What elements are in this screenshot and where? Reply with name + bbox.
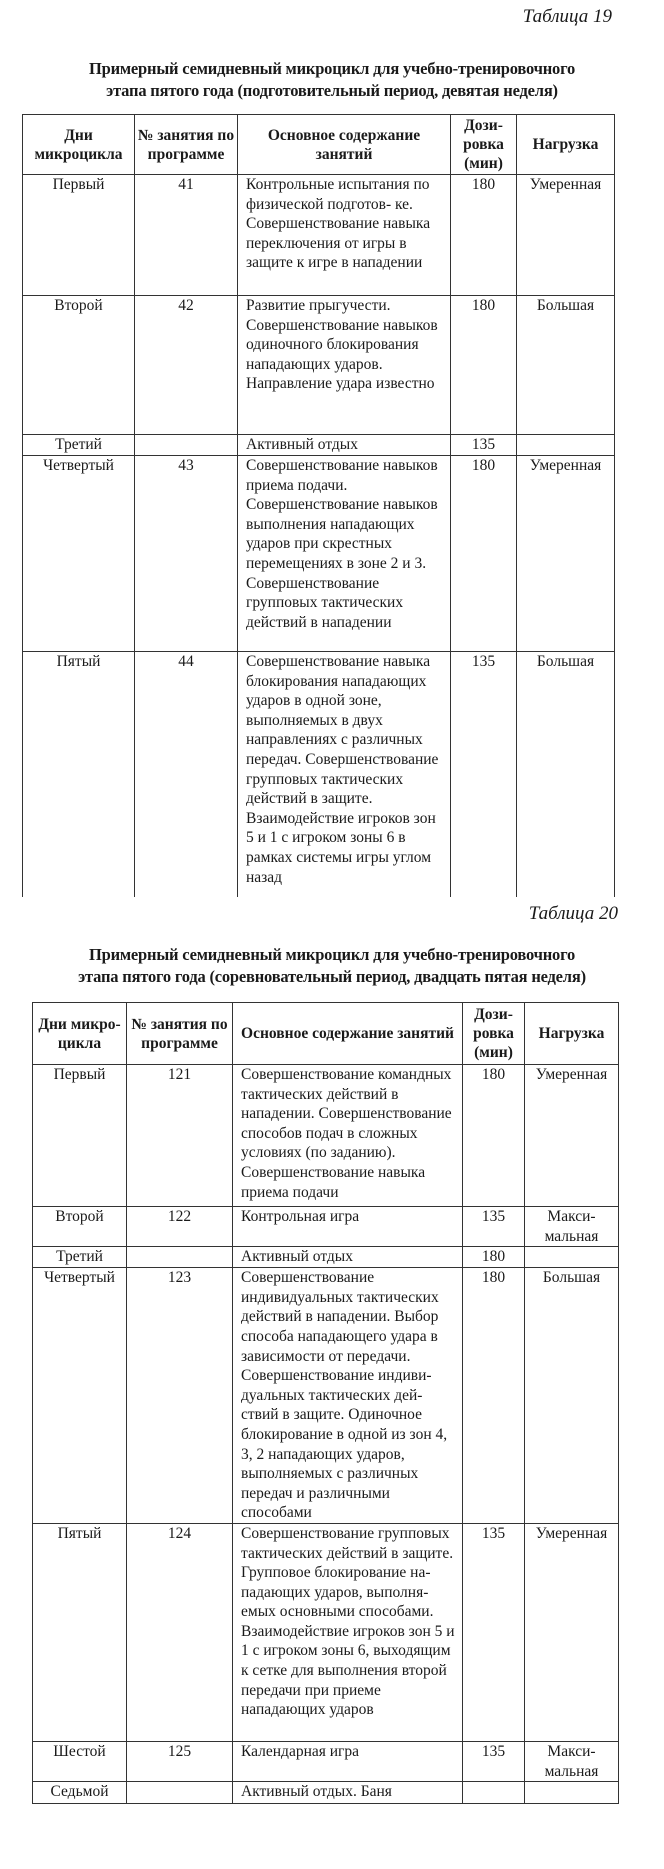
- header-load: Нагрузка: [517, 115, 615, 175]
- header-day: Дни микро- цикла: [33, 1003, 127, 1065]
- table-row: [33, 1268, 619, 1524]
- table-row: [33, 1207, 619, 1247]
- table-row: [33, 1782, 619, 1804]
- table-row: [33, 1523, 619, 1741]
- table-20-caption-line-2: этапа пятого года (соревновательный период, двадцать пятая неделя): [78, 967, 586, 986]
- cell-session-no: 42: [135, 296, 238, 435]
- cell-load: Макси- мальная: [525, 1207, 619, 1247]
- cell-content: Совершенствование групповых тактических действий в защите. Групповое блокирование на- падающих ударов, выполня- емых основными способами. Взаимодействие игроков зон 5 и 1 с игроком зоны 6, выходящим к сетке для выполнения второй передачи при приеме нападающих ударов: [233, 1523, 463, 1741]
- cell-dosage: 180: [463, 1247, 525, 1268]
- cell-day: Четвертый: [33, 1268, 127, 1524]
- cell-load: [525, 1247, 619, 1268]
- cell-load: Большая: [525, 1268, 619, 1524]
- table-20: [32, 1002, 619, 1804]
- cell-content: Календарная игра: [233, 1741, 463, 1781]
- cell-content: Активный отдых: [238, 435, 451, 456]
- cell-load: Умеренная: [517, 456, 615, 652]
- cell-day: Первый: [33, 1065, 127, 1207]
- cell-content: Активный отдых. Баня: [233, 1782, 463, 1804]
- cell-session-no: 121: [127, 1065, 233, 1207]
- table-19-clip: [22, 114, 622, 897]
- cell-day: Второй: [33, 1207, 127, 1247]
- cell-day: Пятый: [33, 1523, 127, 1741]
- table-row: [23, 435, 615, 456]
- cell-session-no: [127, 1247, 233, 1268]
- header-load: Нагрузка: [525, 1003, 619, 1065]
- cell-session-no: 124: [127, 1523, 233, 1741]
- header-session-no: № занятия по программе: [127, 1003, 233, 1065]
- cell-session-no: 122: [127, 1207, 233, 1247]
- table-row: [33, 1247, 619, 1268]
- cell-load: Умеренная: [525, 1523, 619, 1741]
- table-19-caption-line-2: этапа пятого года (подготовительный период, девятая неделя): [106, 81, 558, 100]
- cell-dosage: 180: [451, 175, 517, 296]
- cell-dosage: [463, 1782, 525, 1804]
- table-20-caption-line-1: Примерный семидневный микроцикл для учебно-тренировочного: [88, 945, 576, 964]
- cell-load: Большая: [517, 652, 615, 898]
- table-row: [23, 456, 615, 652]
- cell-session-no: 43: [135, 456, 238, 652]
- table-row: [23, 652, 615, 898]
- header-content: Основное содержание занятий: [233, 1003, 463, 1065]
- cell-load: [517, 435, 615, 456]
- cell-session-no: 41: [135, 175, 238, 296]
- cell-session-no: [135, 435, 238, 456]
- cell-content: Контрольные испытания по физической подготов- ке. Совершенствование навыка переключения от игры в защите к игре в нападении: [238, 175, 451, 296]
- table-19: [22, 114, 615, 897]
- table-19-header-row: [23, 115, 615, 175]
- cell-content: Совершенствование навыка блокирования нападающих ударов в одной зоне, выполняемых в двух направлениях с различных передач. Совершенствование групповых тактических действий в защите. Взаимодействие игроков зон 5 и 1 с игроком зоны 6 в рамках системы игры углом назад: [238, 652, 451, 898]
- cell-dosage: 180: [451, 296, 517, 435]
- cell-session-no: 125: [127, 1741, 233, 1781]
- header-dosage: Дози- ровка (мин): [451, 115, 517, 175]
- cell-content: Совершенствование навыков приема подачи. Совершенствование навыков выполнения нападающих ударов при скрестных перемещениях в зоне 2 и 3. Совершенствование групповых тактических действий в нападении: [238, 456, 451, 652]
- table-row: [33, 1741, 619, 1781]
- cell-session-no: 44: [135, 652, 238, 898]
- cell-load: Умеренная: [525, 1065, 619, 1207]
- table-row: [23, 296, 615, 435]
- cell-dosage: 180: [463, 1268, 525, 1524]
- header-session-no: № занятия по программе: [135, 115, 238, 175]
- cell-content: Совершенствование индивидуальных тактических действий в нападении. Выбор способа нападающего удара в зависимости от передачи. Совершенствование индиви- дуальных тактических дей- ствий в защите. Одиночное блокирование в одной из зон 4, 3, 2 нападающих ударов, выполняемых с различных передач и различными способами: [233, 1268, 463, 1524]
- cell-content: Контрольная игра: [233, 1207, 463, 1247]
- header-day: Дни микроцикла: [23, 115, 135, 175]
- cell-dosage: 135: [463, 1741, 525, 1781]
- table-20-header-row: [33, 1003, 619, 1065]
- cell-dosage: 135: [463, 1523, 525, 1741]
- table-20-clip: [32, 1002, 626, 1822]
- cell-session-no: 123: [127, 1268, 233, 1524]
- cell-dosage: 180: [451, 456, 517, 652]
- cell-load: Большая: [517, 296, 615, 435]
- cell-session-no: [127, 1782, 233, 1804]
- table-row: [23, 175, 615, 296]
- cell-day: Четвертый: [23, 456, 135, 652]
- cell-load: Макси- мальная: [525, 1741, 619, 1781]
- cell-day: Пятый: [23, 652, 135, 898]
- cell-content: Развитие прыгучести. Совершенствование навыков одиночного блокирования нападающих ударов. Направление удара известно: [238, 296, 451, 435]
- cell-dosage: 135: [451, 435, 517, 456]
- cell-dosage: 135: [463, 1207, 525, 1247]
- cell-day: Первый: [23, 175, 135, 296]
- cell-dosage: 180: [463, 1065, 525, 1207]
- cell-content: Совершенствование командных тактических действий в нападении. Совершенствование способов подач в сложных условиях (по заданию). Совершенствование навыка приема подачи: [233, 1065, 463, 1207]
- cell-load: Умеренная: [517, 175, 615, 296]
- cell-day: Шестой: [33, 1741, 127, 1781]
- header-dosage: Дози- ровка (мин): [463, 1003, 525, 1065]
- cell-day: Третий: [33, 1247, 127, 1268]
- cell-day: Третий: [23, 435, 135, 456]
- cell-day: Седьмой: [33, 1782, 127, 1804]
- header-content: Основное содержание занятий: [238, 115, 451, 175]
- cell-content: Активный отдых: [233, 1247, 463, 1268]
- cell-day: Второй: [23, 296, 135, 435]
- table-19-caption-line-1: Примерный семидневный микроцикл для учебно-тренировочного: [88, 59, 576, 78]
- cell-load: [525, 1782, 619, 1804]
- cell-dosage: 135: [451, 652, 517, 898]
- table-20-label: Таблица 20: [528, 903, 618, 924]
- table-19-label: Таблица 19: [522, 6, 612, 27]
- table-row: [33, 1065, 619, 1207]
